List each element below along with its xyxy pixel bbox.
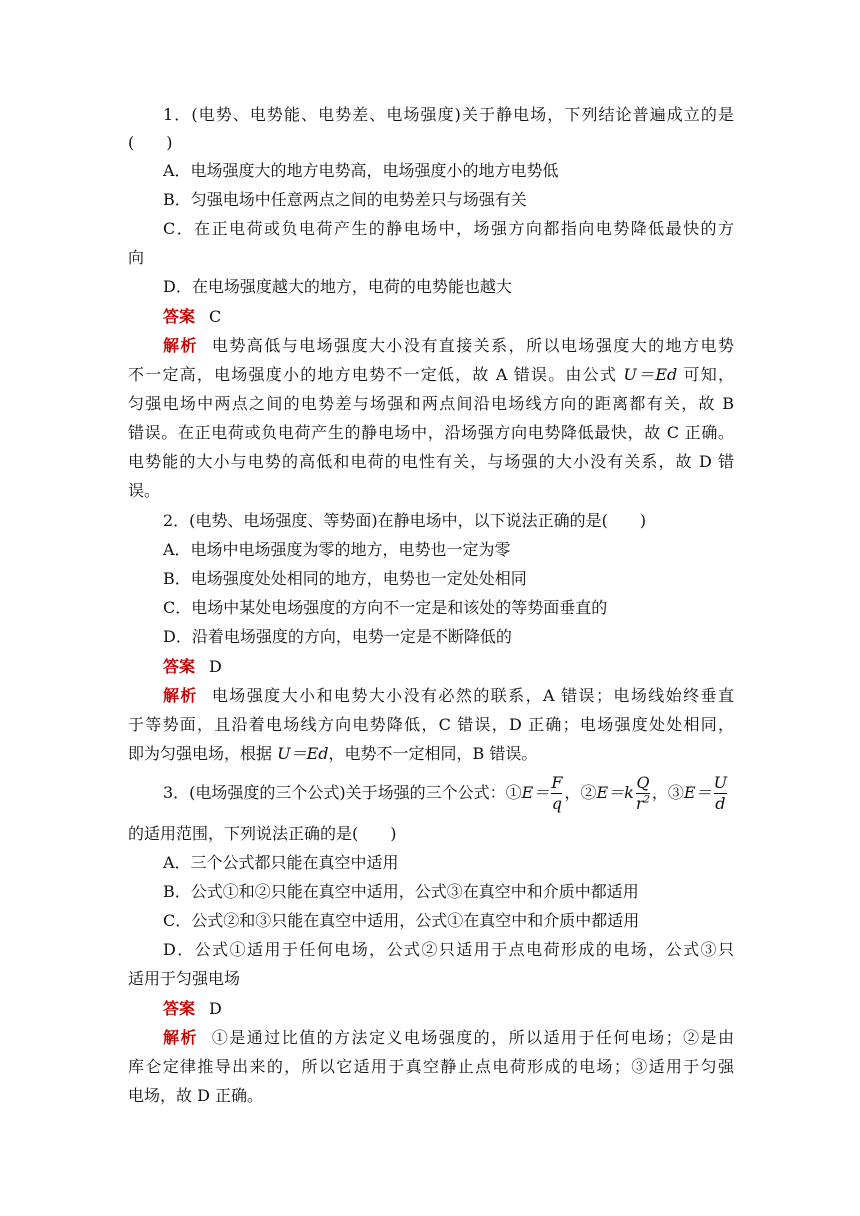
q1-analysis-line-2 — [128, 364, 734, 386]
q2-option-b: B．电场强度处处相同的地方，电势也一定处处相同 — [163, 569, 527, 588]
q3-stem-line-1 — [163, 770, 729, 816]
q3-analysis-line-3: 电场，故 D 正确。 — [128, 1086, 264, 1105]
formula-2-lhs: E＝k — [596, 783, 634, 802]
q1-analysis-line-1 — [163, 335, 734, 357]
formula-separator-2: ，③ — [651, 783, 684, 802]
q1-analysis-text-2a: 不一定高，电场强度小的地方电势不一定低，故 A 错误。由公式 — [128, 365, 624, 384]
q1-answer — [163, 306, 221, 328]
q1-stem-line-1: 1．(电势、电势能、电势差、电场强度)关于静电场，下列结论普遍成立的是 — [163, 105, 734, 124]
formula-1-denominator: q — [551, 794, 563, 813]
q3-analysis-text-1: ①是通过比值的方法定义电场强度的，所以适用于任何电场；②是由 — [211, 1028, 734, 1047]
q3-stem-line-2: 的适用范围，下列说法正确的是( ) — [128, 824, 397, 843]
q3-option-d-line-1: D．公式①适用于任何电场，公式②只适用于点电荷形成的电场，公式③只 — [163, 940, 734, 959]
q3-option-c: C．公式②和③只能在真空中适用，公式①在真空中和介质中都适用 — [163, 911, 640, 930]
q1-analysis-line-6: 误。 — [128, 481, 161, 500]
formula-u-ed: U＝Ed — [623, 365, 678, 384]
formula-1-fraction — [551, 773, 562, 814]
q1-analysis-text-1: 电势高低与电场强度大小没有直接关系，所以电场强度大的地方电势 — [211, 336, 734, 355]
formula-2-denominator — [636, 793, 650, 814]
formula-3-lhs: E＝ — [683, 783, 712, 802]
q2-analysis-line-3 — [128, 743, 537, 765]
q1-option-c-line-1: C．在正电荷或负电荷产生的静电场中，场强方向都指向电势降低最快的方 — [163, 219, 734, 238]
q1-option-d: D．在电场强度越大的地方，电荷的电势能也越大 — [163, 277, 512, 296]
q1-analysis-line-4: 错误。在正电荷或负电荷产生的静电场中，沿场强方向电势降低最快，故 C 正确。 — [128, 423, 734, 442]
q1-option-c-line-2: 向 — [128, 248, 145, 267]
q3-analysis-line-2: 库仑定律推导出来的，所以它适用于真空静止点电荷形成的电场；③适用于匀强 — [128, 1057, 734, 1076]
q1-analysis-line-5: 电势能的大小与电势的高低和电荷的电性有关，与场强的大小没有关系，故 D 错 — [128, 452, 734, 471]
q3-option-b: B．公式①和②只能在真空中适用，公式③在真空中和介质中都适用 — [163, 882, 639, 901]
formula-1-numerator: F — [551, 773, 563, 792]
q2-analysis-text-1: 电场强度大小和电势大小没有必然的联系，A 错误；电场线始终垂直 — [211, 686, 734, 705]
formula-2-fraction — [636, 773, 650, 814]
q3-answer — [163, 998, 222, 1020]
answer-label: 答案 — [163, 657, 196, 676]
analysis-label: 解析 — [163, 1028, 198, 1047]
q1-analysis-line-3: 匀强电场中两点之间的电势差与场强和两点间沿电场线方向的距离都有关，故 B — [128, 394, 734, 413]
q1-analysis-text-2b: 可知， — [677, 365, 734, 384]
formula-1-lhs: E＝ — [521, 783, 550, 802]
q3-analysis-line-1 — [163, 1027, 734, 1049]
analysis-label: 解析 — [163, 686, 198, 705]
q3-option-d-line-2: 适用于匀强电场 — [128, 969, 241, 988]
formula-2-den-base: r — [635, 794, 644, 813]
answer-value: D — [209, 657, 222, 676]
q3-option-a: A．三个公式都只能在真空中适用 — [163, 853, 399, 872]
q2-option-a: A．电场中电场强度为零的地方，电势也一定为零 — [163, 540, 511, 559]
q3-stem-text: 3．(电场强度的三个公式)关于场强的三个公式：① — [163, 783, 522, 802]
formula-3-fraction — [714, 773, 727, 814]
answer-value: C — [209, 307, 222, 326]
q2-stem: 2．(电势、电场强度、等势面)在静电场中，以下说法正确的是( ) — [163, 511, 647, 530]
analysis-label: 解析 — [163, 336, 198, 355]
q1-option-a: A．电场强度大的地方电势高，电场强度小的地方电势低 — [163, 161, 559, 180]
q2-option-d: D．沿着电场强度的方向，电势一定是不断降低的 — [163, 627, 512, 646]
q2-analysis-line-1 — [163, 685, 734, 707]
formula-3-numerator: U — [713, 773, 728, 792]
q2-analysis-text-3a: 即为匀强电场，根据 — [128, 744, 278, 763]
answer-label: 答案 — [163, 999, 196, 1018]
formula-separator-1: ，② — [564, 783, 597, 802]
formula-u-ed: U＝Ed — [277, 744, 329, 763]
formula-3-denominator: d — [715, 794, 726, 813]
answer-label: 答案 — [163, 307, 196, 326]
answer-value: D — [209, 999, 222, 1018]
q2-analysis-line-2: 于等势面，且沿着电场线方向电势降低，C 错误，D 正确；电场强度处处相同， — [128, 715, 734, 734]
q2-analysis-text-3b: ，电势不一定相同，B 错误。 — [328, 744, 538, 763]
q2-option-c: C．电场中某处电场强度的方向不一定是和该处的等势面垂直的 — [163, 598, 608, 617]
q2-answer — [163, 656, 222, 678]
formula-2-den-exponent: 2 — [643, 794, 650, 806]
q1-stem-line-2: ( ) — [128, 133, 173, 152]
q1-option-b: B．匀强电场中任意两点之间的电势差只与场强有关 — [163, 190, 527, 209]
formula-2-numerator: Q — [636, 773, 650, 792]
